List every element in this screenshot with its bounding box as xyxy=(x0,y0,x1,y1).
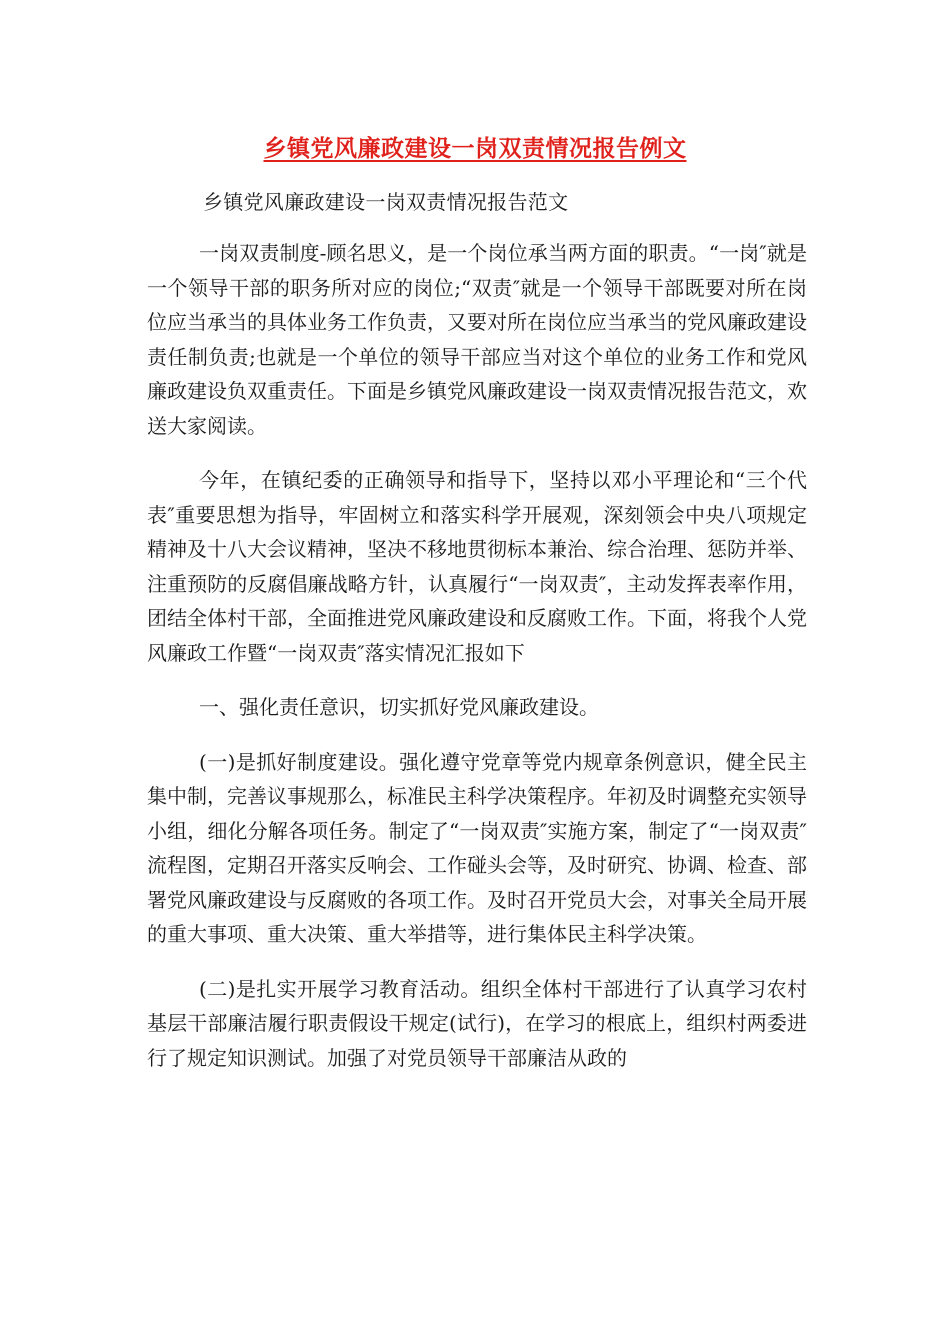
document-body xyxy=(147,236,807,1095)
document-subtitle: 乡镇党风廉政建设一岗双责情况报告范文 xyxy=(203,190,569,214)
paragraph-item-1: (一)是抓好制度建设。强化遵守党章等党内规章条例意识，健全民主集中制，完善议事规那么，标准民主科学决策程序。年初及时调整充实领导小组，细化分解各项任务。制定了“一岗双责″实施方案，制定了“一岗双责″流程图，定期召开落实反响会、工作碰头会等，及时研究、协调、检查、部署党风廉政建设与反腐败的各项工作。及时召开党员大会，对事关全局开展的重大事项、重大决策、重大举措等，进行集体民主科学决策。 xyxy=(147,749,807,946)
section-heading-1: 一、强化责任意识，切实抓好党风廉政建设。 xyxy=(199,695,599,719)
paragraph-intro: 一岗双责制度-顾名思义，是一个岗位承当两方面的职责。“一岗″就是一个领导干部的职务所对应的岗位;“双责″就是一个领导干部既要对所在岗位应当承当的具体业务工作负责，又要对所在岗位应当承当的党风廉政建设责任制负责;也就是一个单位的领导干部应当对这个单位的业务工作和党风廉政建设负双重责任。下面是乡镇党风廉政建设一岗双责情况报告范文，欢送大家阅读。 xyxy=(147,241,807,438)
paragraph-item-2: (二)是扎实开展学习教育活动。组织全体村干部进行了认真学习农村基层干部廉洁履行职责假设干规定(试行)，在学习的根底上，组织村两委进行了规定知识测试。加强了对党员领导干部廉洁从政的 xyxy=(147,976,807,1070)
document-title: 乡镇党风廉政建设一岗双责情况报告例文 xyxy=(263,136,687,162)
paragraph-summary: 今年，在镇纪委的正确领导和指导下，坚持以邓小平理论和“三个代表″重要思想为指导，牢固树立和落实科学开展观，深刻领会中央八项规定精神及十八大会议精神，坚决不移地贯彻标本兼治、综合治理、惩防并举、注重预防的反腐倡廉战略方针，认真履行“一岗双责″，主动发挥表率作用，团结全体村干部，全面推进党风廉政建设和反腐败工作。下面，将我个人党风廉政工作暨“一岗双责″落实情况汇报如下 xyxy=(147,468,807,665)
